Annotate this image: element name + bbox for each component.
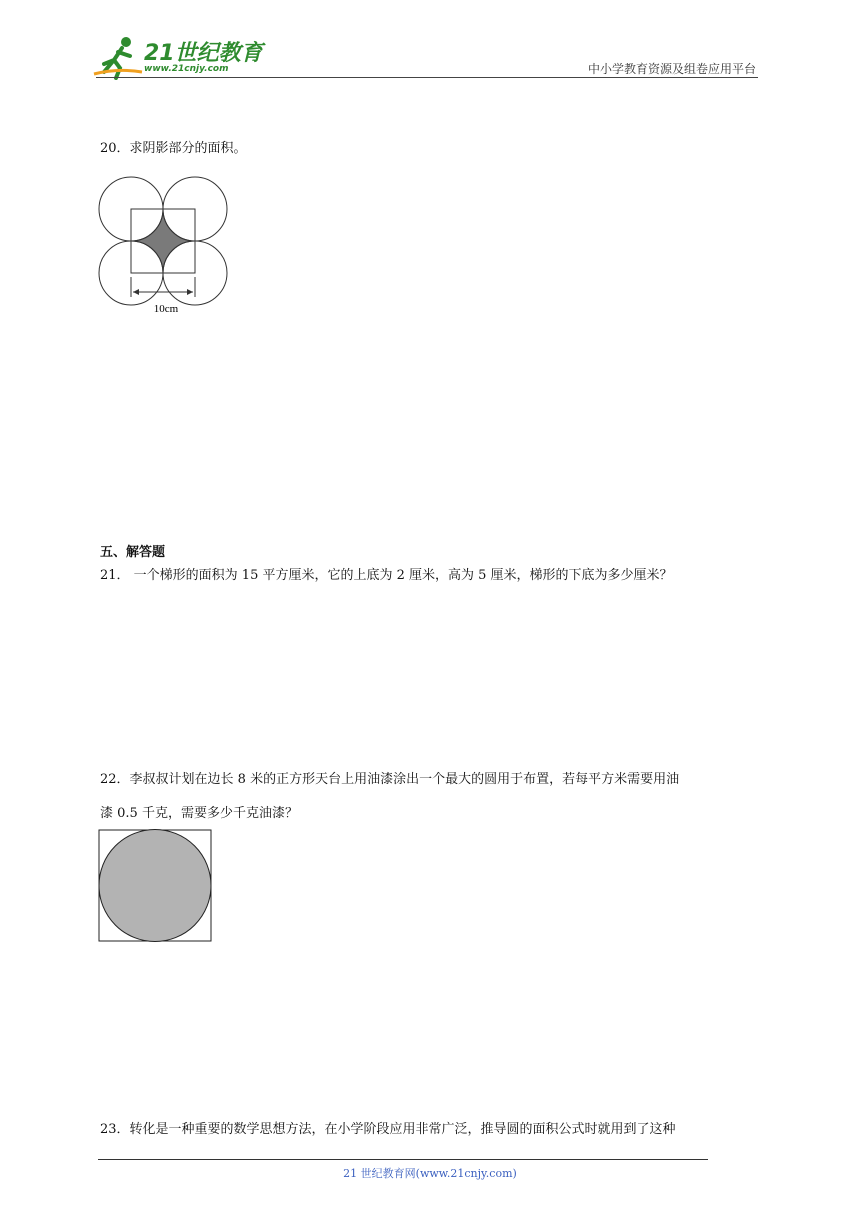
shaded-region: [131, 209, 195, 273]
question-21-text: 21． 一个梯形的面积为 15 平方厘米，它的上底为 2 厘米，高为 5 厘米，梯形的下底为多少厘米？: [100, 568, 673, 583]
dimension-label: 10cm: [153, 303, 179, 315]
section-5-title: 五、解答题: [100, 545, 166, 560]
runner-logo-icon: [92, 34, 144, 80]
logo-url-text: www.21cnjy.com: [144, 64, 229, 74]
logo-brand-text: 21世纪教育: [144, 41, 263, 66]
question-23-text: 23．转化是一种重要的数学思想方法，在小学阶段应用非常广泛，推导圆的面积公式时就用到了这种: [100, 1122, 676, 1137]
header-divider: [96, 77, 758, 78]
question-22-line2: 漆 0.5 千克，需要多少千克油漆？: [100, 806, 298, 821]
question-22-line1: 22．李叔叔计划在边长 8 米的正方形天台上用油漆涂出一个最大的圆用于布置，若每平方米需要用油: [100, 772, 680, 787]
header-logo: [92, 34, 262, 80]
footer-text: 21 世纪教育网(www.21cnjy.com): [343, 1167, 517, 1180]
question-20-text: 20．求阴影部分的面积。: [100, 141, 247, 156]
header-platform-text: 中小学教育资源及组卷应用平台: [587, 62, 756, 76]
footer-divider: [98, 1159, 708, 1160]
question-20-figure: [96, 172, 236, 320]
question-22-figure: [98, 829, 214, 943]
painted-circle: [99, 830, 211, 942]
